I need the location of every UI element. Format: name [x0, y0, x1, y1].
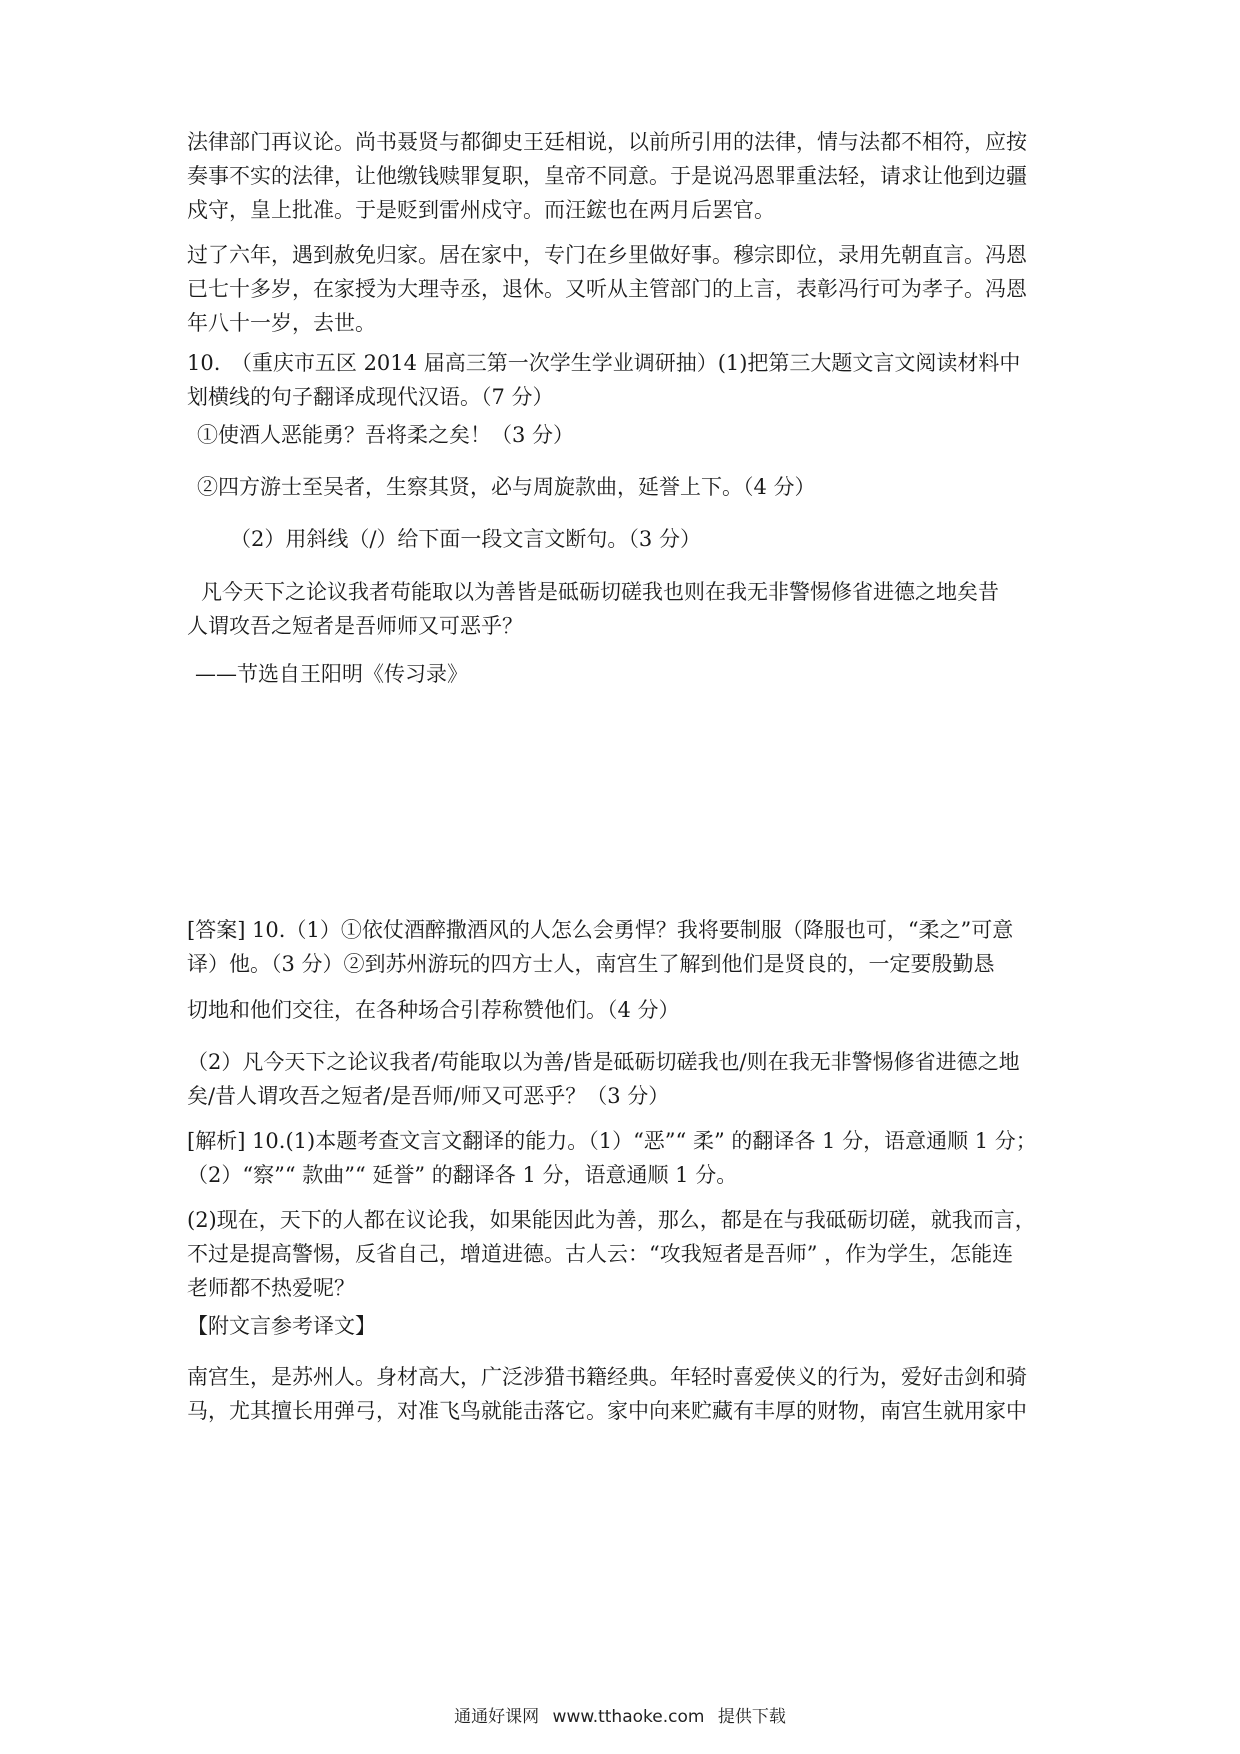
text-line: 凡今天下之论议我者苟能取以为善皆是砥砺切磋我也则在我无非警惕修省进德之地矣昔: [201, 580, 999, 604]
paragraph-later-years: [187, 238, 1067, 340]
text-line: [答案] 10.（1）①依仗酒醉撒酒风的人怎么会勇悍？我将要制服（降服也可，“柔之”可意: [187, 918, 1014, 942]
text-line: 划横线的句子翻译成现代汉语。（7 分）: [187, 385, 554, 409]
text-line: 过了六年，遇到赦免归家。居在家中，专门在乡里做好事。穆宗即位，录用先朝直言。冯恩: [187, 243, 1027, 267]
text-line: ——节选自王阳明《传习录》: [195, 662, 468, 686]
answer-block: [187, 913, 1067, 981]
text-line: 奏事不实的法律，让他缴钱赎罪复职，皇帝不同意。于是说冯恩罪重法轻，请求让他到边疆: [187, 164, 1027, 188]
question-part-2: [230, 522, 1110, 556]
text-line: 10. （重庆市五区 2014 届高三第一次学生学业调研抽）(1)把第三大题文言文阅读材料中: [187, 351, 1021, 375]
text-line: 已七十多岁，在家授为大理寺丞，退休。又听从主管部门的上言，表彰冯行可为孝子。冯恩: [187, 277, 1027, 301]
footer-url[interactable]: www.tthaoke.com: [552, 1707, 705, 1727]
analysis-block: [187, 1124, 1067, 1192]
appendix-translation: [187, 1360, 1067, 1428]
answer-part-2: [187, 1045, 1067, 1113]
analysis-part-2: [187, 1203, 1067, 1305]
text-line: 南宫生，是苏州人。身材高大，广泛涉猎书籍经典。年轻时喜爱侠义的行为，爱好击剑和骑: [187, 1365, 1027, 1389]
text-line: ②四方游士至吴者，生察其贤，必与周旋款曲，延誉上下。（4 分）: [197, 475, 816, 499]
text-line: 戍守，皇上批准。于是贬到雷州戍守。而汪鋐也在两月后罢官。: [187, 198, 775, 222]
text-line: （2）“察”“ 款曲”“ 延誉” 的翻译各 1 分，语意通顺 1 分。: [187, 1163, 738, 1187]
text-line: 不过是提高警惕，反省自己，增道进德。古人云：“攻我短者是吾师” ，作为学生，怎能连: [187, 1242, 1014, 1266]
paragraph-verdict: [187, 125, 1067, 227]
text-line: ①使酒人恶能勇？吾将柔之矣！（3 分）: [197, 423, 575, 447]
answer-continued: [187, 993, 1067, 1027]
footer-site-name: 通通好课网: [454, 1707, 540, 1727]
text-line: [解析] 10.(1)本题考查文言文翻译的能力。（1）“恶”“ 柔” 的翻译各 1 分，语意通顺 1 分；: [187, 1129, 1037, 1153]
classical-passage: [187, 575, 1067, 643]
footer-suffix: 提供下载: [717, 1707, 786, 1727]
text-line: 年八十一岁，去世。: [187, 311, 376, 335]
appendix-title: [187, 1309, 1067, 1343]
text-line: 【附文言参考译文】: [187, 1314, 376, 1338]
text-line: 法律部门再议论。尚书聂贤与都御史王廷相说，以前所引用的法律，情与法都不相符，应按: [187, 130, 1027, 154]
text-line: 切地和他们交往，在各种场合引荐称赞他们。（4 分）: [187, 998, 680, 1022]
text-line: 马，尤其擅长用弹弓，对准飞鸟就能击落它。家中向来贮藏有丰厚的财物，南宫生就用家中: [187, 1399, 1027, 1423]
text-line: 老师都不热爱呢？: [187, 1276, 355, 1300]
page-footer: [0, 1705, 1240, 1729]
question-10-heading: [187, 346, 1067, 414]
text-line: （2）用斜线（/）给下面一段文言文断句。（3 分）: [230, 527, 701, 551]
passage-source: [195, 657, 1075, 691]
text-line: 矣/昔人谓攻吾之短者/是吾师/师又可恶乎？（3 分）: [187, 1084, 670, 1108]
question-item-1: [197, 418, 1077, 452]
text-line: (2)现在，天下的人都在议论我，如果能因此为善，那么，都是在与我砥砺切磋，就我而言，: [187, 1208, 1036, 1232]
text-line: （2）凡今天下之论议我者/苟能取以为善/皆是砥砺切磋我也/则在我无非警惕修省进德之地: [187, 1050, 1020, 1074]
text-line: 译）他。（3 分）②到苏州游玩的四方士人，南宫生了解到他们是贤良的，一定要殷勤恳: [187, 952, 995, 976]
question-item-2: [197, 470, 1077, 504]
text-line: 人谓攻吾之短者是吾师师又可恶乎？: [187, 614, 523, 638]
